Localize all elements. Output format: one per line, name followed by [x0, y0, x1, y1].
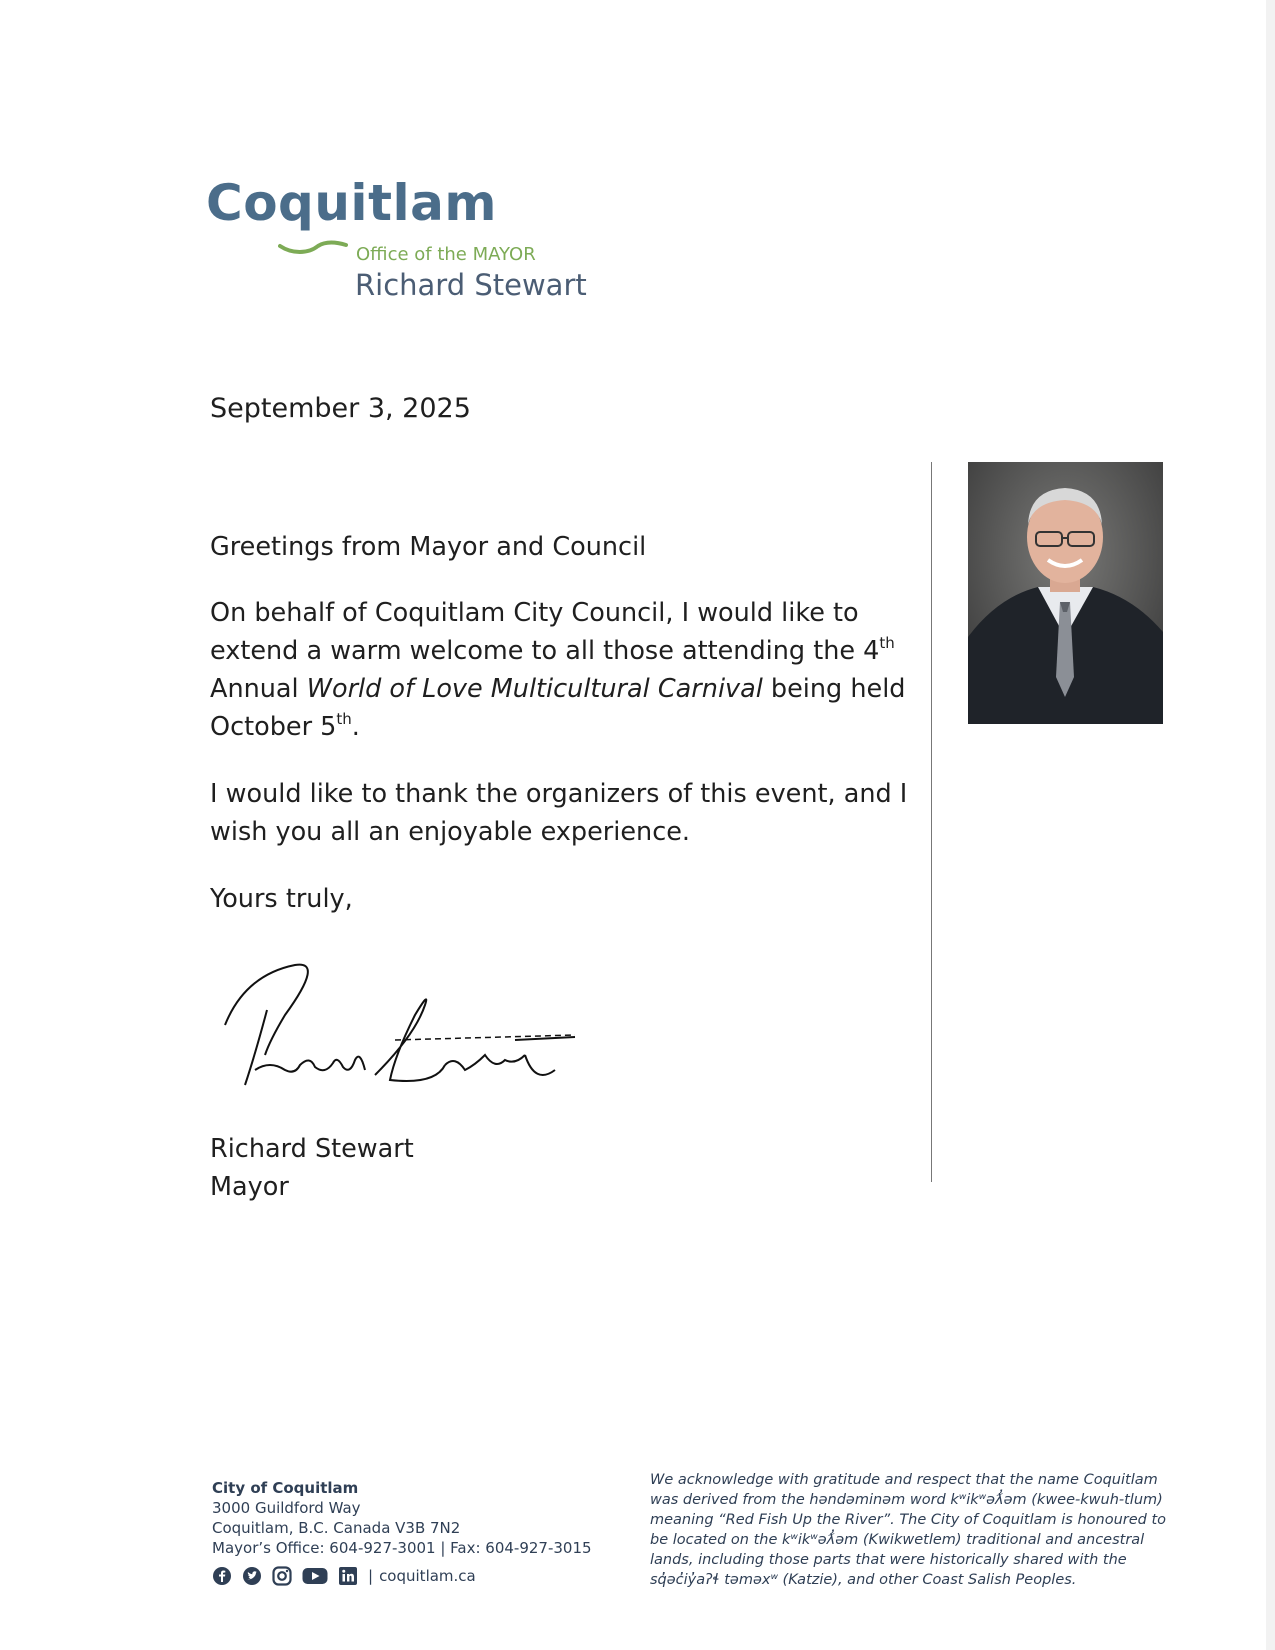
footer-org: City of Coquitlam: [212, 1479, 359, 1497]
youtube-icon[interactable]: [302, 1566, 328, 1586]
signer-name: Richard Stewart: [210, 1134, 414, 1164]
social-separator: |: [368, 1567, 374, 1585]
signature-image: [215, 955, 605, 1105]
linkedin-icon[interactable]: [338, 1566, 358, 1586]
vertical-divider: [931, 462, 932, 1182]
page-edge: [1266, 0, 1275, 1650]
letterhead-mayor-name: Richard Stewart: [355, 268, 587, 302]
instagram-icon[interactable]: [272, 1566, 292, 1586]
para1-sup-2: th: [336, 709, 352, 728]
body-paragraph-1: [210, 594, 910, 746]
greeting-line: Greetings from Mayor and Council: [210, 532, 647, 562]
footer-address-2: Coquitlam, B.C. Canada V3B 7N2: [212, 1519, 461, 1537]
para1-text-a: On behalf of Coquitlam City Council, I would like to extend a warm welcome to all those attending the 4: [210, 598, 880, 666]
footer-contact: [212, 1478, 592, 1558]
office-of-mayor: Office of the MAYOR: [356, 244, 536, 265]
mayor-portrait-photo: [968, 462, 1163, 724]
land-acknowledgement: We acknowledge with gratitude and respect that the name Coquitlam was derived from the həndəminəm word kʷikʷəƛ̓əm (kwee-kwuh-tlum) meaning “Red Fish Up the River”. The City of Coquitlam is honoured to be located on the kʷikʷəƛ̓əm (Kwikwetlem) traditional and ancestral lands, including those parts that were historically shared with the sq̓əc̓iy̓aʔɬ təməxʷ (Katzie), and other Coast Salish Peoples.: [650, 1472, 1167, 1588]
event-name: World of Love Multicultural Carnival: [306, 674, 763, 704]
closing-line: Yours truly,: [210, 884, 353, 914]
footer-address-1: 3000 Guildford Way: [212, 1499, 361, 1517]
para1-sup-1: th: [879, 633, 895, 652]
twitter-icon[interactable]: [242, 1566, 262, 1586]
facebook-icon[interactable]: [212, 1566, 232, 1586]
para1-text-d: .: [351, 712, 360, 742]
website-link[interactable]: coquitlam.ca: [379, 1567, 476, 1585]
body-paragraph-2: I would like to thank the organizers of this event, and I wish you all an enjoyable experience.: [210, 779, 908, 847]
logo-swoosh-icon: [278, 232, 348, 254]
signer-title: Mayor: [210, 1172, 289, 1202]
footer-phones: Mayor’s Office: 604-927-3001 | Fax: 604-927-3015: [212, 1539, 592, 1557]
logo-wordmark: Coquitlam: [206, 174, 497, 232]
letter-date: September 3, 2025: [210, 393, 471, 424]
para1-text-c: being held October 5: [210, 674, 906, 742]
social-links: [212, 1566, 476, 1586]
para1-text-b: Annual: [210, 674, 307, 704]
